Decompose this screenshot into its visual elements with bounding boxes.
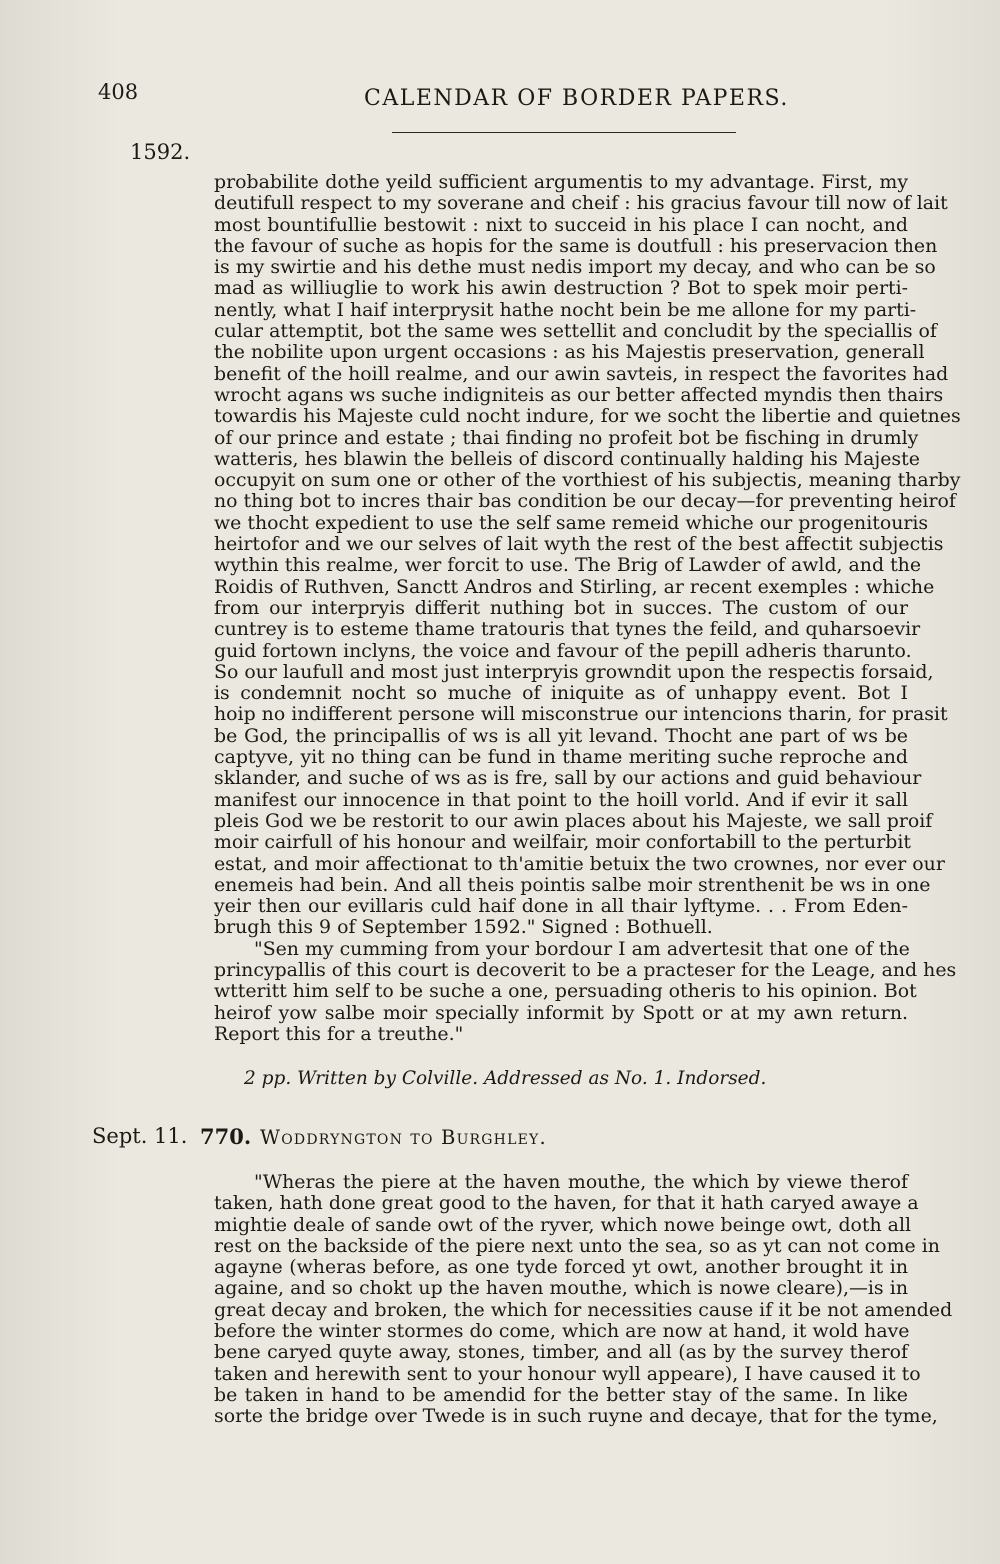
header-rule: [392, 132, 736, 133]
text-line: mad as williuglie to work his awin destruction ? Bot to spek moir perti-: [214, 277, 908, 300]
text-line: Report this for a treuthe.": [214, 1022, 464, 1045]
text-line: watteris, hes blawin the belleis of discord continually halding his Majeste: [214, 447, 920, 470]
text-line: enemeis had bein. And all theis pointis salbe moir strenthenit be ws in one: [214, 873, 931, 896]
text-line: the nobilite upon urgent occasions : as his Majestis preservation, generall: [214, 341, 925, 364]
text-line: agayne (wheras before, as one tyde forced yt owt, another brought it in: [214, 1256, 908, 1279]
text-line: be taken in hand to be amendid for the better stay of the same. In like: [214, 1383, 908, 1406]
entry-body: [214, 1171, 953, 1428]
text-line: occupyit on sum one or other of the vorthiest of his subjectis, meaning tharby: [214, 469, 961, 492]
text-line: wtteritt him self to be suche a one, persuading otheris to his opinion. Bot: [214, 980, 917, 1003]
text-line: nently, what I haif interprysit hathe nocht bein be me allone for my parti-: [214, 298, 917, 321]
entry-title: Woddryngton to Burghley.: [260, 1126, 547, 1149]
text-line: manifest our innocence in that point to the hoill vorld. And if evir it sall: [214, 788, 908, 811]
running-title: CALENDAR OF BORDER PAPERS.: [364, 86, 789, 111]
text-line: cular attemptit, bot the same wes settellit and concludit by the speciallis of: [214, 320, 937, 343]
text-line: great decay and broken, the which for necessities cause if it be not amended: [214, 1298, 953, 1321]
text-line: princypallis of this court is decoverit to be a practeser for the Leage, and hes: [214, 958, 957, 981]
text-line: yeir then our evillaris culd haif done in all thair lyftyme. . . From Eden-: [214, 895, 908, 918]
text-line: Roidis of Ruthven, Sanctt Andros and Stirling, ar recent exemples : whiche: [214, 575, 935, 598]
text-line: heirof yow salbe moir specially informit by Spott or at my awn return.: [214, 1001, 908, 1024]
text-line: pleis God we be restorit to our awin places about his Majeste, we sall proif: [214, 809, 933, 832]
text-line: no thing bot to incres thair bas condition be our decay—for preventing heirof: [214, 490, 956, 513]
text-line: of our prince and estate ; thai finding no profeit bot be fisching in drumly: [214, 426, 919, 449]
text-line: "Sen my cumming from your bordour I am advertesit that one of the: [254, 937, 910, 960]
text-line: brugh this 9 of September 1592." Signed : Bothuell.: [214, 916, 713, 939]
text-line: hoip no indifferent persone will misconstrue our intencions tharin, for prasit: [214, 703, 948, 726]
text-line: towardis his Majeste culd nocht indure, for we socht the libertie and quietnes: [214, 405, 961, 428]
document-note: 2 pp. Written by Colville. Addressed as No. 1. Indorsed.: [244, 1068, 767, 1089]
text-line: guid fortown inclyns, the voice and favour of the pepill adheris tharunto.: [214, 639, 912, 662]
entry-date: Sept. 11.: [92, 1124, 188, 1148]
margin-year: 1592.: [130, 140, 191, 164]
text-line: taken and herewith sent to your honour wyll appeare), I have caused it to: [214, 1362, 921, 1385]
text-line: from our interpryis differit nuthing bot in succes. The custom of our: [214, 596, 908, 619]
text-line: againe, and so chokt up the haven mouthe, which is nowe cleare),—is in: [214, 1277, 908, 1300]
text-line: sklander, and suche of ws as is fre, sall by our actions and guid behaviour: [214, 767, 922, 790]
text-line: we thocht expedient to use the self same remeid whiche our progenitouris: [214, 511, 929, 534]
text-line: is my swirtie and his dethe must nedis import my decay, and who can be so: [214, 256, 936, 279]
text-line: wythin this realme, wer forcit to use. The Brig of Lawder of awld, and the: [214, 554, 922, 577]
text-line: be God, the principallis of ws is all yit levand. Thocht ane part of ws be: [214, 724, 908, 747]
text-line: taken, hath done great good to the haven, for that it hath caryed awaye a: [214, 1192, 919, 1215]
text-line: benefit of the hoill realme, and our awin savteis, in respect the favorites had: [214, 362, 949, 385]
text-line: heirtofor and we our selves of lait wyth the rest of the best affectit subjectis: [214, 533, 944, 556]
text-line: before the winter stormes do come, which are now at hand, it wold have: [214, 1320, 910, 1343]
text-line: captyve, yit no thing can be fund in thame meriting suche reproche and: [214, 746, 908, 769]
text-line: probabilite dothe yeild sufficient argumentis to my advantage. First, my: [214, 171, 908, 193]
text-line: wrocht agans ws suche indigniteis as our better affected myndis then thairs: [214, 383, 944, 406]
text-line: So our laufull and most just interpryis growndit upon the respectis forsaid,: [214, 660, 934, 683]
text-line: most bountifullie bestowit : nixt to succeid in his place I can nocht, and: [214, 213, 908, 236]
text-line: sorte the bridge over Twede is in such ruyne and decaye, that for the tyme,: [214, 1405, 938, 1428]
page-number: 408: [98, 80, 139, 104]
entry-number: 770.: [200, 1124, 252, 1149]
text-line: estat, and moir affectionat to th'amitie betuix the two crownes, nor ever our: [214, 852, 945, 875]
letter-body: [214, 171, 961, 1045]
text-line: moir cairfull of his honour and weilfair, moir confortabill to the perturbit: [214, 831, 911, 854]
text-line: rest on the backside of the piere next unto the sea, so as yt can not come in: [214, 1234, 940, 1257]
text-line: deutifull respect to my soverane and cheif : his gracius favour till now of lait: [214, 192, 948, 215]
text-line: mightie deale of sande owt of the ryver, which nowe beinge owt, doth all: [214, 1213, 912, 1236]
text-line: is condemnit nocht so muche of iniquite as of unhappy event. Bot I: [214, 682, 908, 705]
text-line: cuntrey is to esteme thame tratouris that tynes the feild, and quharsoevir: [214, 618, 921, 641]
text-line: the favour of suche as hopis for the same is doutfull : his preservacion then: [214, 234, 938, 257]
text-line: "Wheras the piere at the haven mouthe, the which by viewe therof: [254, 1171, 908, 1193]
text-line: bene caryed quyte away, stones, timber, and all (as by the survey therof: [214, 1341, 908, 1364]
